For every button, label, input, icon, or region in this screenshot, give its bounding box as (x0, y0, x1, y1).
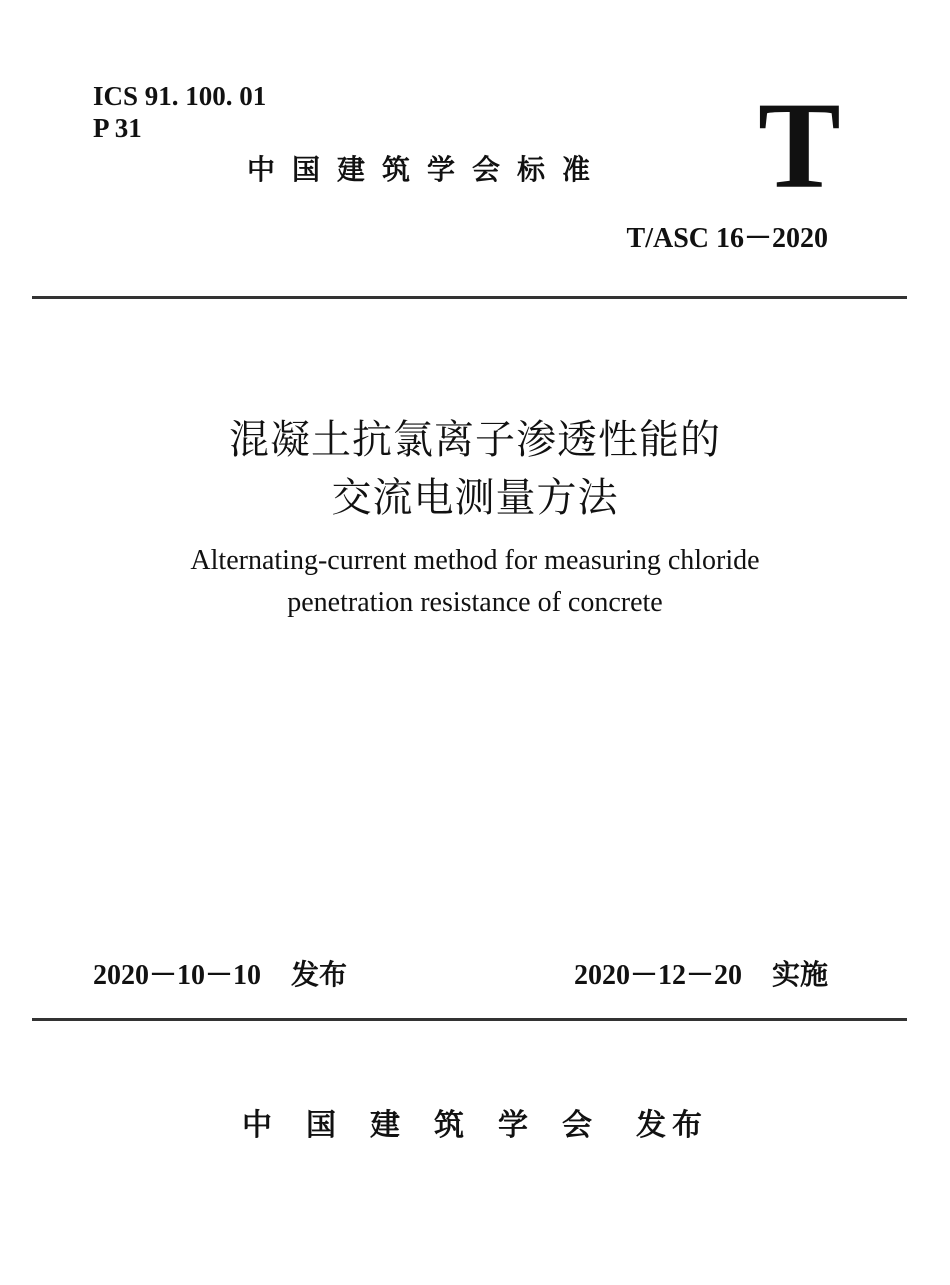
implement-date-row (574, 955, 828, 996)
ics-code: ICS 91. 100. 01 (93, 81, 267, 111)
standard-number: T/ASC 16－2020 (626, 223, 828, 254)
category-letter: T (758, 77, 841, 214)
top-divider (32, 296, 907, 299)
ccs-code: P 31 (93, 113, 142, 143)
title-en-line2: penetration resistance of concrete (287, 587, 663, 618)
issue-date-row (93, 955, 347, 996)
publisher (0, 1106, 950, 1146)
title-cn-line1: 混凝土抗氯离子渗透性能的 (229, 417, 721, 463)
publisher-name: 中国建筑学会 (242, 1108, 626, 1143)
issue-label: 发布 (291, 958, 348, 991)
publisher-label: 发布 (636, 1108, 708, 1143)
bottom-divider (32, 1018, 907, 1021)
title-en-line1: Alternating-current method for measuring chloride (190, 545, 760, 576)
standard-series-name: 中国建筑学会标准 (247, 153, 608, 186)
implement-label: 实施 (771, 958, 828, 991)
issue-date: 2020－10－10 (93, 960, 262, 991)
implement-date: 2020－12－20 (573, 960, 742, 991)
title-cn-line2: 交流电测量方法 (331, 475, 619, 521)
